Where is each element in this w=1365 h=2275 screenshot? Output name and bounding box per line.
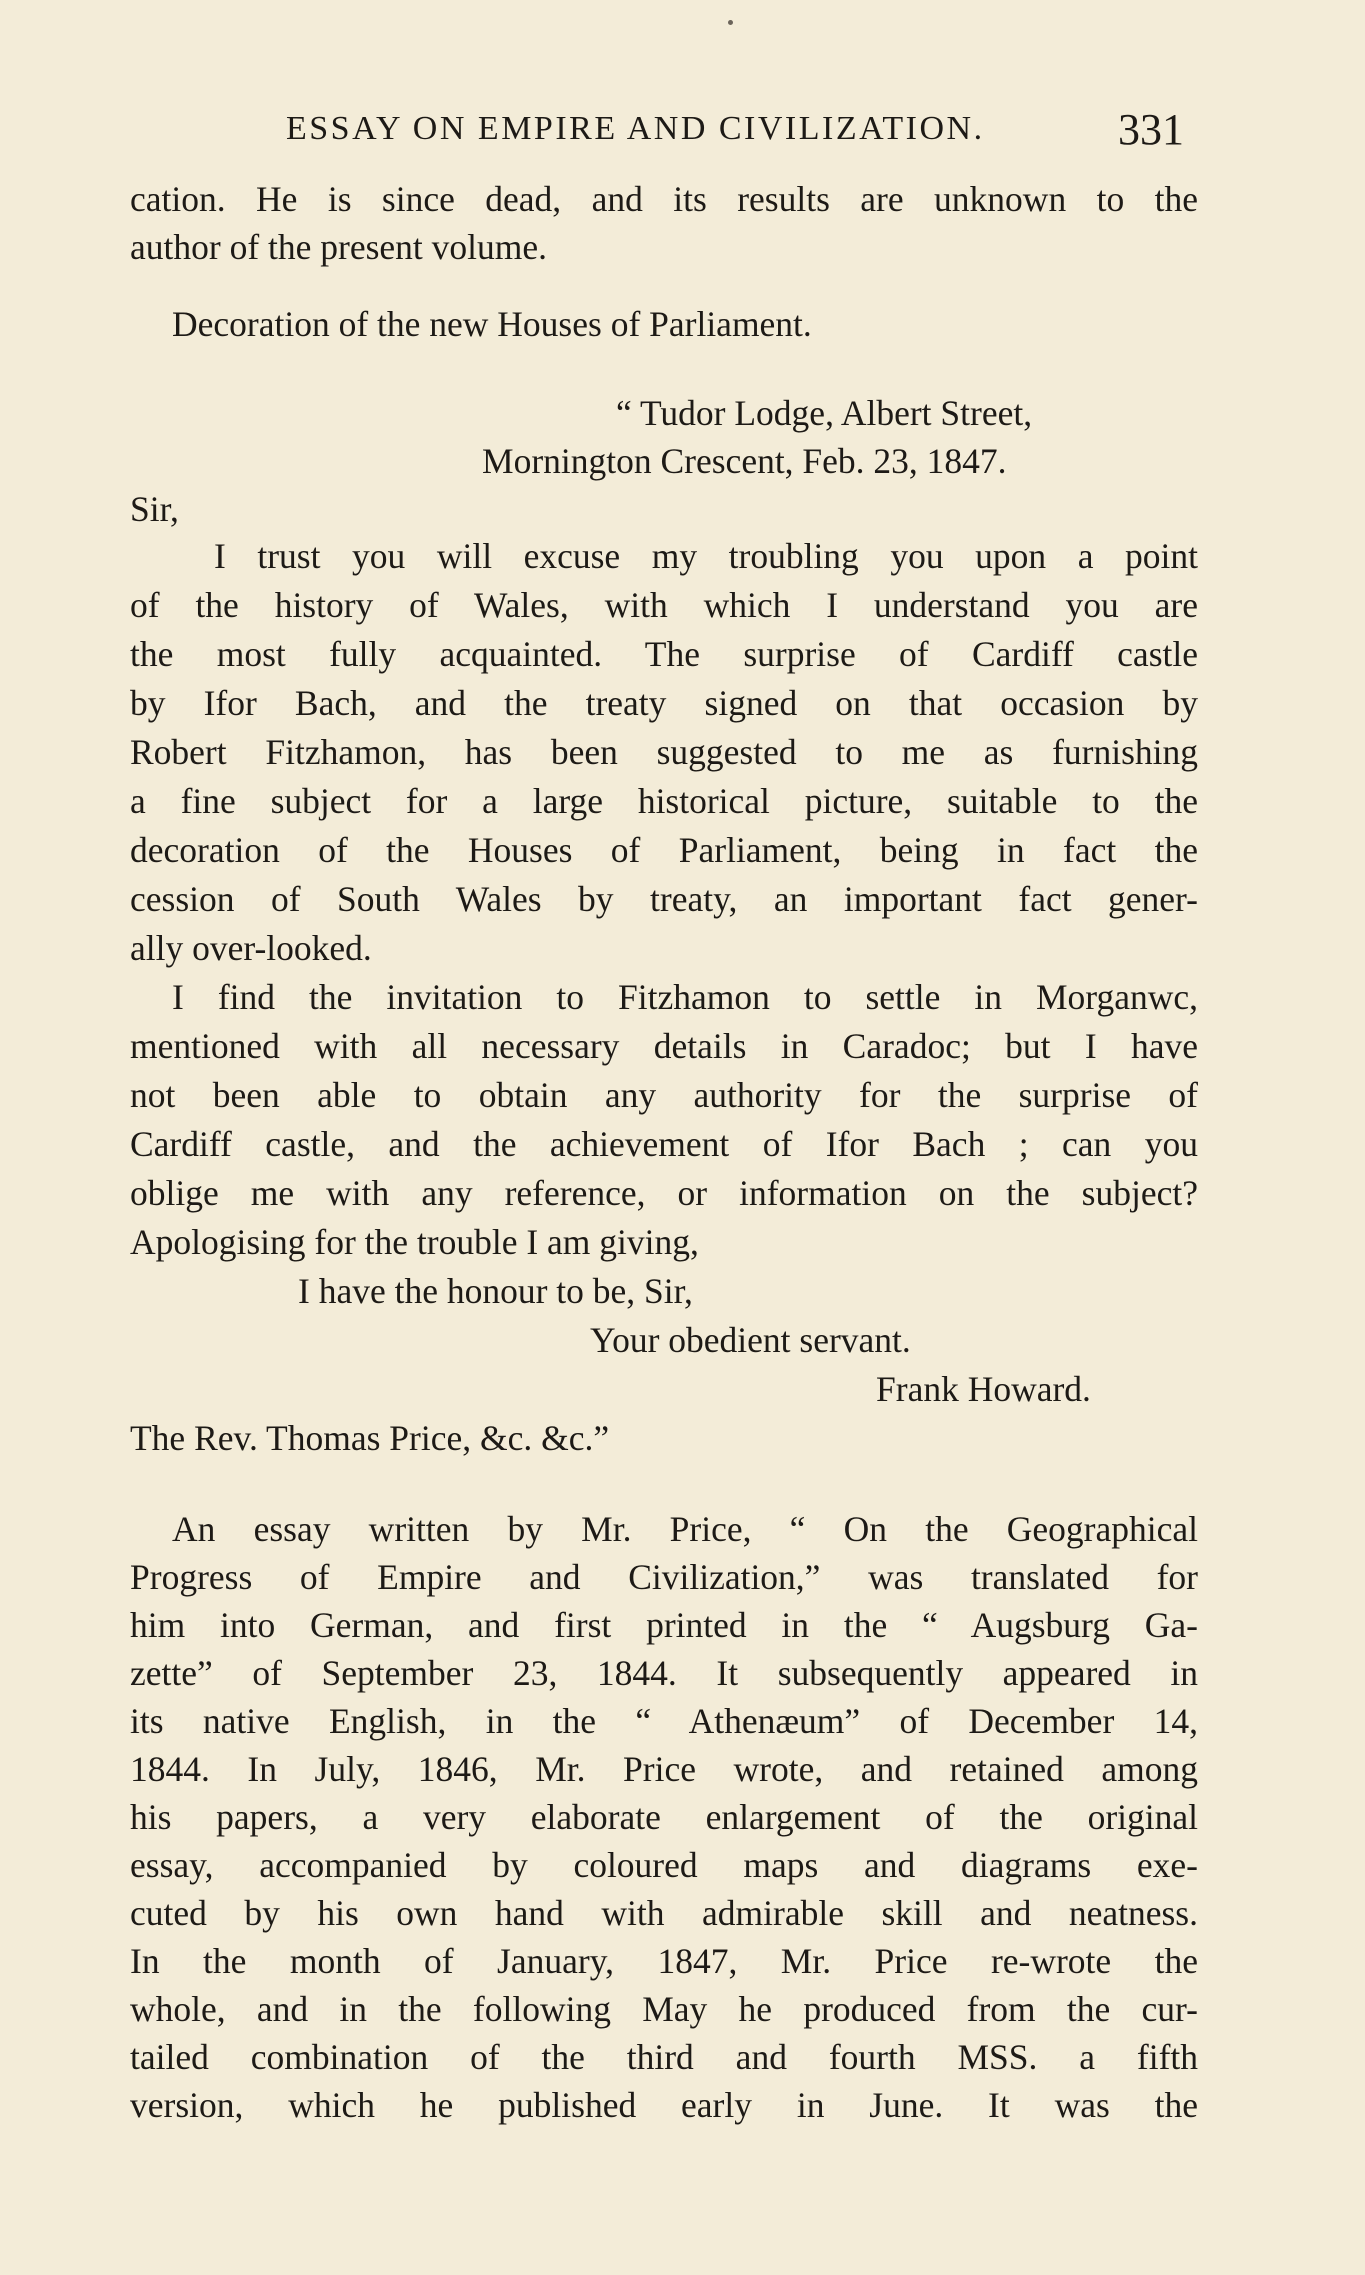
text-line: its native English, in the “ Athenæum” of December 14, [130,1701,1198,1741]
letter-line: Apologising for the trouble I am giving, [130,1222,699,1262]
letter-address-line: Mornington Crescent, Feb. 23, 1847. [482,441,1007,481]
letter-line: by Ifor Bach, and the treaty signed on that occasion by [130,683,1198,723]
section-heading: Decoration of the new Houses of Parliament. [172,304,812,344]
letter-line: Robert Fitzhamon, has been suggested to me as furnishing [130,732,1198,772]
text-line: Progress of Empire and Civilization,” was translated for [130,1557,1198,1597]
letter-line: I trust you will excuse my troubling you upon a point [214,536,1198,576]
letter-line: cession of South Wales by treaty, an important fact gener- [130,879,1198,919]
letter-closing: I have the honour to be, Sir, [298,1271,693,1311]
letter-address-line: “ Tudor Lodge, Albert Street, [616,393,1033,433]
text-line: essay, accompanied by coloured maps and diagrams exe- [130,1845,1198,1885]
letter-salutation: Sir, [130,489,179,529]
letter-line: not been able to obtain any authority for the surprise of [130,1075,1198,1115]
page-number: 331 [1118,105,1184,154]
text-line: his papers, a very elaborate enlargement of the original [130,1797,1198,1837]
page-header [0,104,1365,160]
letter-line: the most fully acquainted. The surprise of Cardiff castle [130,634,1198,674]
letter-line: decoration of the Houses of Parliament, being in fact the [130,830,1198,870]
text-line: In the month of January, 1847, Mr. Price re-wrote the [130,1941,1198,1981]
letter-closing: Your obedient servant. [590,1320,911,1360]
text-line: cation. He is since dead, and its results are unknown to the [130,179,1198,219]
running-title: ESSAY ON EMPIRE AND CIVILIZATION. [286,110,985,147]
text-line: tailed combination of the third and fourth MSS. a fifth [130,2037,1198,2077]
text-line: version, which he published early in June. It was the [130,2085,1198,2125]
letter-line: I find the invitation to Fitzhamon to settle in Morganwc, [172,977,1198,1017]
text-line: 1844. In July, 1846, Mr. Price wrote, and retained among [130,1749,1198,1789]
letter-line: Cardiff castle, and the achievement of Ifor Bach ; can you [130,1124,1198,1164]
letter-addressee: The Rev. Thomas Price, &c. &c.” [130,1418,610,1458]
letter-line: oblige me with any reference, or information on the subject? [130,1173,1198,1213]
letter-line: ally over-looked. [130,928,372,968]
text-line: zette” of September 23, 1844. It subsequently appeared in [130,1653,1198,1693]
letter-line: of the history of Wales, with which I understand you are [130,585,1198,625]
print-speck [728,20,733,25]
letter-line: mentioned with all necessary details in Caradoc; but I have [130,1026,1198,1066]
text-line: whole, and in the following May he produced from the cur- [130,1989,1198,2029]
letter-signature: Frank Howard. [876,1369,1091,1409]
text-line: An essay written by Mr. Price, “ On the Geographical [172,1509,1198,1549]
text-line: him into German, and first printed in the “ Augsburg Ga- [130,1605,1198,1645]
text-line: author of the present volume. [130,227,548,267]
letter-line: a fine subject for a large historical picture, suitable to the [130,781,1198,821]
text-line: cuted by his own hand with admirable skill and neatness. [130,1893,1198,1933]
